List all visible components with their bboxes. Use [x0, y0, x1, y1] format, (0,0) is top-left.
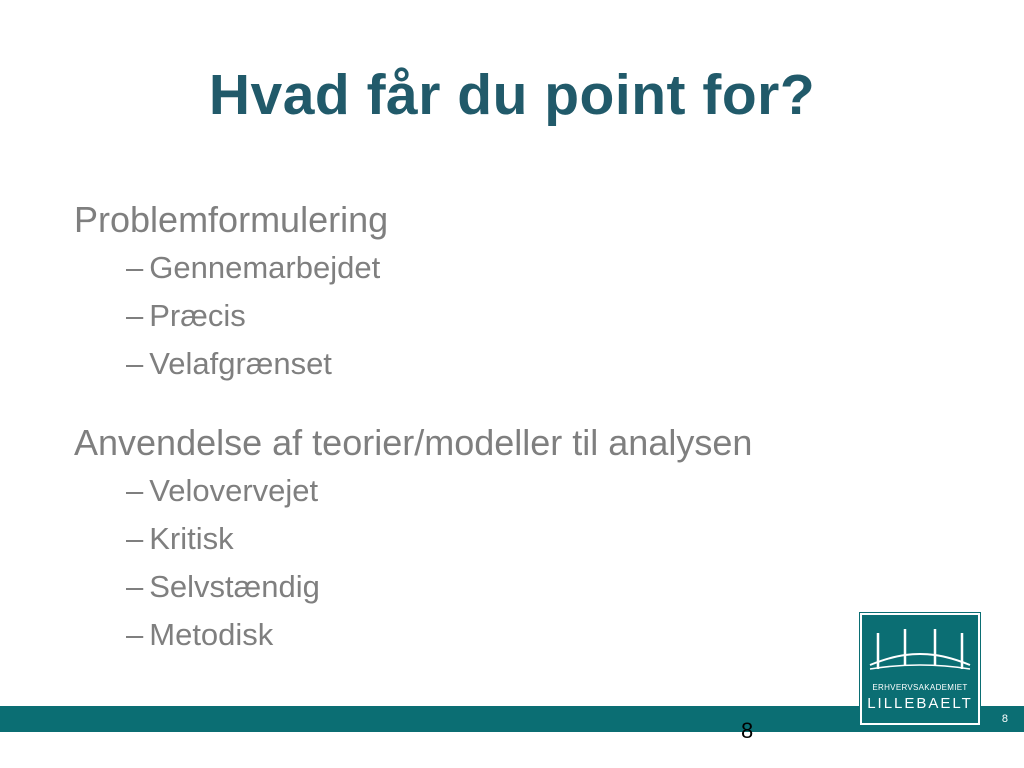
logo-text-top: ERHVERVSAKADEMIET: [872, 683, 968, 692]
dash-bullet: –: [126, 346, 144, 381]
sub-item-label: Gennemarbejdet: [149, 250, 381, 285]
logo: [860, 613, 980, 725]
footer-page-number: 8: [1001, 713, 1008, 725]
sub-item-list: [74, 244, 752, 388]
sub-item-list: [74, 467, 752, 659]
slide-title: Hvad får du point for?: [208, 63, 816, 127]
sub-item-label: Velovervejet: [149, 473, 319, 508]
sub-item-label: Velafgrænset: [149, 346, 332, 381]
dash-bullet: –: [126, 473, 144, 508]
dash-bullet: –: [126, 521, 144, 556]
sub-item: [126, 340, 752, 388]
section-heading: Anvendelse af teorier/modeller til analysen: [74, 422, 753, 463]
sub-item-label: Selvstændig: [149, 569, 320, 604]
bridge-icon: [868, 625, 972, 677]
section-heading: Problemformulering: [74, 199, 389, 240]
sub-item-label: Kritisk: [149, 521, 234, 556]
sub-item: [126, 244, 752, 292]
sub-item: [126, 467, 752, 515]
sub-item-label: Metodisk: [149, 617, 274, 652]
sub-item: [126, 515, 752, 563]
dash-bullet: –: [126, 617, 144, 652]
section-anvendelse: [74, 419, 752, 659]
sub-item-label: Præcis: [149, 298, 246, 333]
logo-text-main: LILLEBAELT: [867, 695, 973, 712]
dash-bullet: –: [126, 298, 144, 333]
sub-item: [126, 611, 752, 659]
section-problemformulering: [74, 196, 752, 388]
sub-item: [126, 563, 752, 611]
slide-content: [74, 196, 752, 659]
dash-bullet: –: [126, 569, 144, 604]
sub-item: [126, 292, 752, 340]
dash-bullet: –: [126, 250, 144, 285]
slide-number: 8: [741, 718, 754, 743]
